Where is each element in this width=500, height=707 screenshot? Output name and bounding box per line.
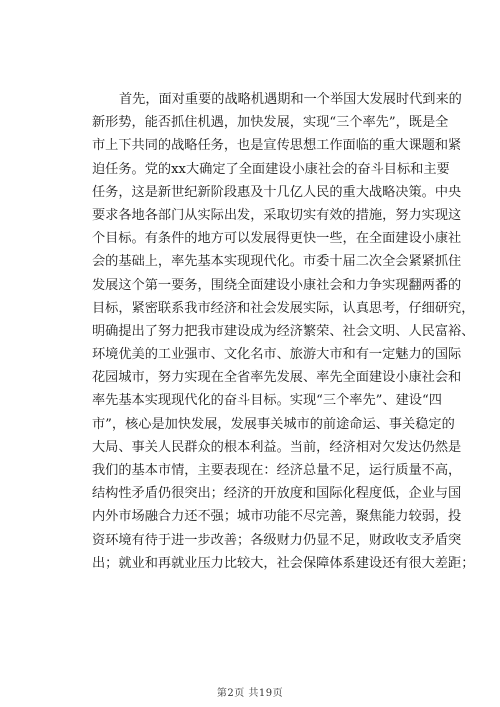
text-line: 会的基础上，率先基本实现现代化。市委十届二次全会紧紧抓住 — [92, 254, 462, 270]
text-line: 结构性矛盾仍很突出；经济的开放度和国际化程度低，企业与国 — [92, 486, 462, 502]
page-number-footer: 第2页 共19页 — [216, 688, 284, 699]
text-line: 迫任务。党的xx大确定了全面建设小康社会的奋斗目标和主要 — [92, 161, 450, 177]
text-line: 市上下共同的战略任务，也是宣传思想工作面临的重大课题和紧 — [92, 138, 462, 154]
text-line: 环境优美的工业强市、文化名市、旅游大市和有一定魅力的国际 — [92, 347, 462, 363]
text-line: 要求各地各部门从实际出发，采取切实有效的措施，努力实现这 — [92, 207, 462, 223]
text-line: 出；就业和再就业压力比较大，社会保障体系建设还有很大差距； — [92, 555, 475, 571]
text-line: 资环境有待于进一步改善；各级财力仍显不足，财政收支矛盾突 — [92, 532, 462, 548]
text-line: 率先基本实现现代化的奋斗目标。实现“三个率先”、建设“四 — [92, 393, 442, 409]
text-line: 明确提出了努力把我市建设成为经济繁荣、社会文明、人民富裕、 — [92, 323, 475, 339]
document-body — [92, 88, 475, 575]
text-line: 市”，核心是加快发展，发展事关城市的前途命运、事关稳定的 — [92, 416, 455, 432]
text-line: 内外市场融合力还不强；城市功能不尽完善，聚焦能力较弱，投 — [92, 509, 462, 525]
text-line: 任务，这是新世纪新阶段惠及十几亿人民的重大战略决策。中央 — [92, 184, 462, 200]
text-line: 我们的基本市情，主要表现在：经济总量不足，运行质量不高， — [92, 463, 462, 478]
text-line: 个目标。有条件的地方可以发展得更快一些，在全面建设小康社 — [92, 231, 462, 247]
text-line: 大局、事关人民群众的根本利益。当前，经济相对欠发达仍然是 — [92, 439, 462, 455]
text-line: 新形势，能否抓住机遇，加快发展，实现“三个率先”，既是全 — [92, 115, 449, 131]
text-line: 首先，面对重要的战略机遇期和一个举国大发展时代到来的 — [119, 92, 462, 107]
text-line: 目标，紧密联系我市经济和社会发展实际，认真思考，仔细研究， — [92, 300, 475, 316]
text-line: 发展这个第一要务，围绕全面建设小康社会和力争实现翻两番的 — [92, 277, 462, 293]
text-line: 花园城市，努力实现在全省率先发展、率先全面建设小康社会和 — [92, 370, 462, 386]
